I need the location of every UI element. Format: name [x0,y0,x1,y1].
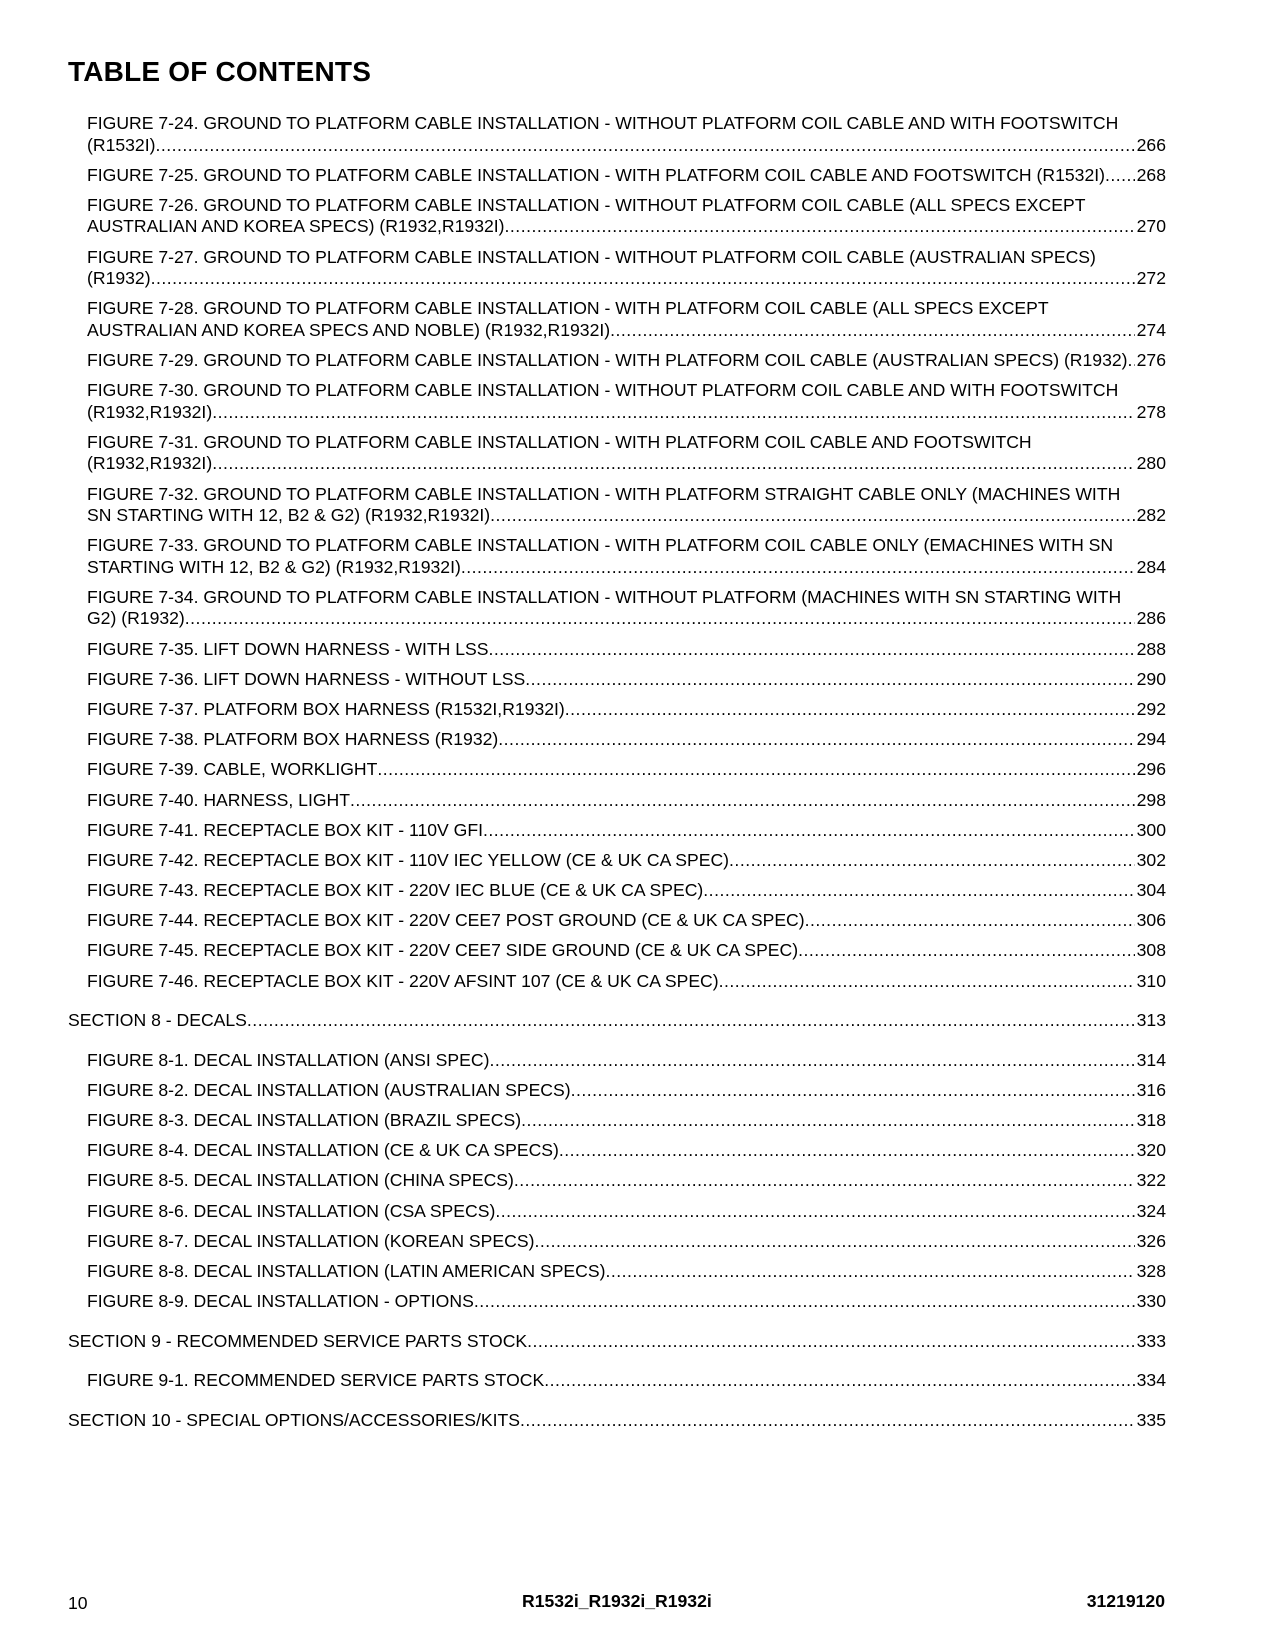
toc-figure-entry[interactable] [68,1291,1166,1313]
toc-figure-entry[interactable] [68,432,1166,475]
toc-entry-page: 284 [1136,556,1166,577]
toc-entry-title: FIGURE 8-5. DECAL INSTALLATION (CHINA SPECS) ..... [87,1170,1166,1192]
toc-figure-entry[interactable] [68,910,1166,932]
toc-entry-title: FIGURE 7-25. GROUND TO PLATFORM CABLE INSTALLATION - WITH PLATFORM COIL CABLE AND FOOTSWITCH (R1532I) ..... [87,165,1166,187]
toc-entry-page: 335 [1136,1409,1166,1430]
toc-figure-entry[interactable] [68,113,1166,156]
toc-figure-entry[interactable] [68,1170,1166,1192]
toc-figure-entry[interactable] [68,380,1166,423]
toc-entry-page: 282 [1136,505,1166,525]
toc-entry-title: FIGURE 7-40. HARNESS, LIGHT ..... [87,790,1166,812]
toc-figure-entry[interactable] [68,850,1166,872]
toc-entry-page: 304 [1136,880,1166,901]
toc-figure-entry[interactable] [68,1261,1166,1283]
toc-figure-entry[interactable] [68,790,1166,812]
toc-entry-title: FIGURE 8-4. DECAL INSTALLATION (CE & UK CA SPECS) ..... [87,1140,1166,1162]
toc-entry-title: FIGURE 7-29. GROUND TO PLATFORM CABLE INSTALLATION - WITH PLATFORM COIL CABLE (AUSTRALIAN SPECS) (R1932) ..... [87,350,1166,372]
toc-figure-entry[interactable] [68,669,1166,691]
toc-figure-entry[interactable] [68,587,1166,630]
toc-figure-entry[interactable] [68,298,1166,341]
toc-figure-entry[interactable] [68,1140,1166,1162]
toc-figure-entry[interactable] [68,820,1166,842]
toc-entry-page: 286 [1136,608,1166,629]
toc-figure-entry[interactable] [68,940,1166,962]
toc-entry-page: 266 [1136,134,1166,155]
toc-entry-page: 324 [1136,1200,1166,1221]
toc-figure-entry[interactable] [68,971,1166,993]
toc-entry-page: 318 [1136,1110,1166,1130]
toc-entry-title: FIGURE 7-28. GROUND TO PLATFORM CABLE INSTALLATION - WITH PLATFORM COIL CABLE (ALL SPECS EXCEPT AUSTRALIAN AND KOREA SPECS AND NOBLE) (R1932,R1932I) ..... [87,298,1166,341]
toc-entry-title: FIGURE 7-42. RECEPTACLE BOX KIT - 110V IEC YELLOW (CE & UK CA SPEC) ..... [87,850,1166,872]
toc-entry-title: FIGURE 7-26. GROUND TO PLATFORM CABLE INSTALLATION - WITHOUT PLATFORM COIL CABLE (ALL SPECS EXCEPT AUSTRALIAN AND KOREA SPECS) (R1932,R1932I) ..... [87,195,1166,238]
toc-figure-entry[interactable] [68,484,1166,527]
toc-entry-title: FIGURE 7-36. LIFT DOWN HARNESS - WITHOUT LSS ..... [87,669,1166,691]
toc-entry-page: 278 [1136,401,1166,422]
toc-entry-page: 313 [1136,1010,1166,1031]
toc-entry-page: 330 [1136,1291,1166,1312]
toc-entry-page: 270 [1136,216,1166,237]
toc-entry-page: 300 [1136,819,1166,840]
footer-model: R1532i_R1932i_R1932i [522,1591,712,1611]
toc-entry-page: 316 [1136,1079,1166,1100]
toc-entry-title: FIGURE 7-44. RECEPTACLE BOX KIT - 220V CEE7 POST GROUND (CE & UK CA SPEC) ..... [87,910,1166,932]
toc-figure-entry[interactable] [68,1050,1166,1072]
toc-list [68,113,1166,1431]
footer-page-number: 10 [68,1593,88,1613]
toc-entry-title: FIGURE 7-41. RECEPTACLE BOX KIT - 110V GFI ..... [87,820,1166,842]
toc-entry-title: FIGURE 8-8. DECAL INSTALLATION (LATIN AMERICAN SPECS) ..... [87,1261,1166,1283]
toc-entry-title: FIGURE 8-1. DECAL INSTALLATION (ANSI SPEC) ..... [87,1050,1166,1072]
toc-figure-entry[interactable] [68,1370,1166,1392]
toc-entry-title: SECTION 9 - RECOMMENDED SERVICE PARTS STOCK ..... [68,1331,1166,1353]
toc-entry-title: FIGURE 8-6. DECAL INSTALLATION (CSA SPECS) ..... [87,1201,1166,1223]
toc-entry-page: 272 [1136,268,1166,289]
page-footer [68,1591,1165,1615]
toc-entry-page: 320 [1136,1140,1166,1161]
toc-entry-page: 306 [1136,910,1166,931]
toc-figure-entry[interactable] [68,759,1166,781]
toc-entry-title: FIGURE 7-45. RECEPTACLE BOX KIT - 220V CEE7 SIDE GROUND (CE & UK CA SPEC) ..... [87,940,1166,962]
toc-entry-title: FIGURE 8-3. DECAL INSTALLATION (BRAZIL SPECS) ..... [87,1110,1166,1132]
toc-entry-page: 314 [1136,1049,1166,1070]
toc-entry-page: 280 [1136,453,1166,474]
toc-entry-page: 292 [1136,698,1166,719]
toc-entry-title: FIGURE 8-9. DECAL INSTALLATION - OPTIONS ..... [87,1291,1166,1313]
toc-entry-page: 274 [1136,319,1166,340]
toc-entry-page: 268 [1136,164,1166,185]
toc-entry-page: 310 [1136,970,1166,991]
toc-entry-title: FIGURE 7-30. GROUND TO PLATFORM CABLE INSTALLATION - WITHOUT PLATFORM COIL CABLE AND WITH FOOTSWITCH (R1932,R1932I) ..... [87,380,1166,423]
toc-entry-page: 302 [1136,849,1166,870]
toc-entry-title: FIGURE 9-1. RECOMMENDED SERVICE PARTS STOCK ..... [87,1370,1166,1392]
toc-entry-page: 326 [1136,1230,1166,1251]
toc-entry-title: FIGURE 7-32. GROUND TO PLATFORM CABLE INSTALLATION - WITH PLATFORM STRAIGHT CABLE ONLY (MACHINES WITH SN STARTING WITH 12, B2 & G2) (R1932,R1932I) ..... [87,484,1166,527]
toc-entry-title: SECTION 8 - DECALS ..... [68,1010,1166,1032]
toc-figure-entry[interactable] [68,1231,1166,1253]
toc-figure-entry[interactable] [68,1201,1166,1223]
toc-entry-title: FIGURE 7-37. PLATFORM BOX HARNESS (R1532I,R1932I) ..... [87,699,1166,721]
toc-figure-entry[interactable] [68,535,1166,578]
toc-figure-entry[interactable] [68,639,1166,661]
toc-entry-title: FIGURE 7-38. PLATFORM BOX HARNESS (R1932) ..... [87,729,1166,751]
toc-figure-entry[interactable] [68,165,1166,187]
toc-figure-entry[interactable] [68,1080,1166,1102]
toc-entry-title: FIGURE 8-2. DECAL INSTALLATION (AUSTRALIAN SPECS) ..... [87,1080,1166,1102]
toc-entry-title: FIGURE 7-24. GROUND TO PLATFORM CABLE INSTALLATION - WITHOUT PLATFORM COIL CABLE AND WITH FOOTSWITCH (R1532I) ..... [87,113,1166,156]
toc-section-entry[interactable] [68,1010,1166,1032]
toc-entry-page: 296 [1136,759,1166,780]
toc-figure-entry[interactable] [68,247,1166,290]
toc-figure-entry[interactable] [68,880,1166,902]
toc-entry-page: 276 [1136,349,1166,370]
page-title: TABLE OF CONTENTS [68,56,372,87]
toc-entry-title: FIGURE 7-27. GROUND TO PLATFORM CABLE INSTALLATION - WITHOUT PLATFORM COIL CABLE (AUSTRALIAN SPECS) (R1932) ..... [87,247,1166,290]
toc-entry-page: 322 [1136,1170,1166,1191]
toc-section-entry[interactable] [68,1410,1166,1432]
toc-figure-entry[interactable] [68,729,1166,751]
toc-entry-page: 334 [1136,1370,1166,1391]
toc-entry-title: SECTION 10 - SPECIAL OPTIONS/ACCESSORIES/KITS ..... [68,1410,1166,1432]
toc-entry-page: 298 [1136,789,1166,810]
toc-figure-entry[interactable] [68,1110,1166,1132]
toc-entry-page: 288 [1136,638,1166,659]
toc-entry-page: 308 [1136,940,1166,961]
toc-entry-title: FIGURE 7-31. GROUND TO PLATFORM CABLE INSTALLATION - WITH PLATFORM COIL CABLE AND FOOTSWITCH (R1932,R1932I) ..... [87,432,1166,475]
toc-entry-title: FIGURE 7-35. LIFT DOWN HARNESS - WITH LSS ..... [87,639,1166,661]
toc-entry-page: 290 [1136,668,1166,689]
toc-entry-page: 328 [1136,1260,1166,1281]
toc-figure-entry[interactable] [68,699,1166,721]
toc-entry-title: FIGURE 8-7. DECAL INSTALLATION (KOREAN SPECS) ..... [87,1231,1166,1253]
toc-entry-page: 333 [1136,1330,1166,1351]
toc-entry-title: FIGURE 7-34. GROUND TO PLATFORM CABLE INSTALLATION - WITHOUT PLATFORM (MACHINES WITH SN STARTING WITH G2) (R1932) ..... [87,587,1166,630]
toc-entry-page: 294 [1136,729,1166,750]
toc-figure-entry[interactable] [68,195,1166,238]
toc-entry-title: FIGURE 7-39. CABLE, WORKLIGHT ..... [87,759,1166,781]
footer-doc-number: 31219120 [1086,1591,1165,1611]
toc-entry-title: FIGURE 7-33. GROUND TO PLATFORM CABLE INSTALLATION - WITH PLATFORM COIL CABLE ONLY (EMACHINES WITH SN STARTING WITH 12, B2 & G2) (R1932,R1932I) ..... [87,535,1166,578]
toc-section-entry[interactable] [68,1331,1166,1353]
toc-entry-title: FIGURE 7-43. RECEPTACLE BOX KIT - 220V IEC BLUE (CE & UK CA SPEC) ..... [87,880,1166,902]
toc-entry-title: FIGURE 7-46. RECEPTACLE BOX KIT - 220V AFSINT 107 (CE & UK CA SPEC) ..... [87,971,1166,993]
toc-figure-entry[interactable] [68,350,1166,372]
